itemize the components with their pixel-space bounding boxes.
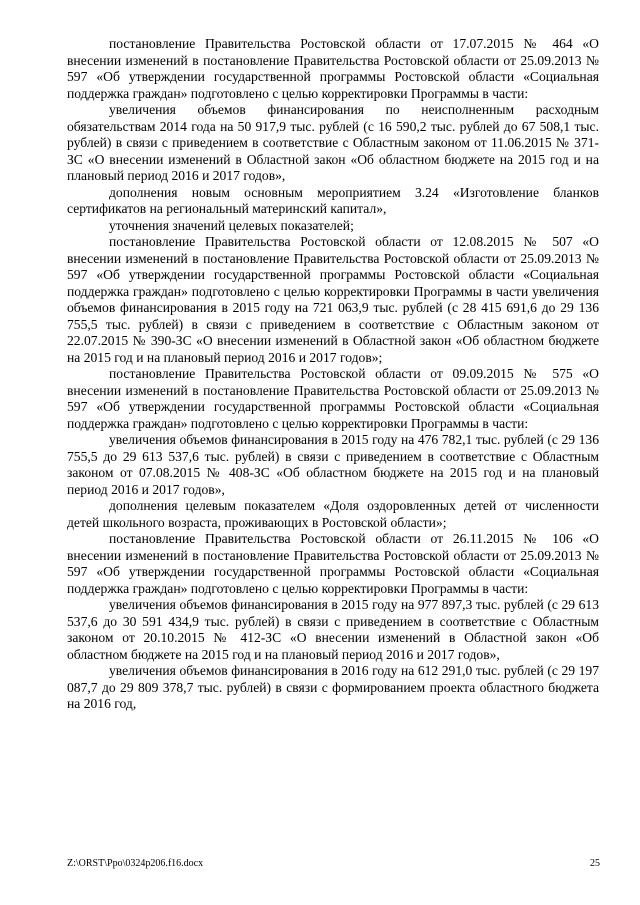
paragraph-financing-2015-476782: увеличения объемов финансирования в 2015 году на 476 782,1 тыс. рублей (с 29 136 755,5 до 29 613 537,6 тыс. рублей) в связи с приведением в соответствие с Областным законом от 07.08.2015 № 408-ЗС «Об областном бюджете на 2015 год и на плановый период 2016 и 2017 годов», [67,432,599,497]
paragraph-financing-2014: увеличения объемов финансирования по неисполненным расходным обязательствам 2014 года на 50 917,9 тыс. рублей (с 16 590,2 тыс. рублей до 67 508,1 тыс. рублей) в связи с приведением в соответствие с Областным законом от 11.06.2015 № 371-ЗС «О внесении изменений в Областной закон «Об областном бюджете на 2015 год и на плановый период 2016 и 2017 годов», [67,102,599,183]
paragraph-target-indicators: уточнения значений целевых показателей; [109,217,354,233]
document-body [67,36,599,713]
page-number: 25 [590,858,600,869]
paragraph-financing-2016: увеличения объемов финансирования в 2016 году на 612 291,0 тыс. рублей (с 29 197 087,7 до 29 809 378,7 тыс. рублей) в связи с формированием проекта областного бюджета на 2016 год, [67,663,599,711]
footer-file-path: Z:\ORST\Ppo\0324p206.f16.docx [67,858,204,869]
paragraph-children-indicator: дополнения целевым показателем «Доля оздоровленных детей от численности детей школьного возраста, проживающих в Ростовской области»; [67,498,599,530]
paragraph-resolution-575: постановление Правительства Ростовской области от 09.09.2015 № 575 «О внесении изменений в постановление Правительства Ростовской области от 25.09.2013 № 597 «Об утверждении государственной программы Ростовской области «Социальная поддержка граждан» подготовлено с целью корректировки Программы в части: [67,366,599,431]
paragraph-new-measure-3-24: дополнения новым основным мероприятием 3.24 «Изготовление бланков сертификатов на региональный материнский капитал», [67,184,599,216]
paragraph-financing-2015-977897: увеличения объемов финансирования в 2015 году на 977 897,3 тыс. рублей (с 29 613 537,6 до 30 591 434,9 тыс. рублей) в связи с приведением в соответствие с Областным законом от 20.10.2015 № 412-ЗС «О внесении изменений в Областной закон «Об областном бюджете на 2015 год и на плановый период 2016 и 2017 годов», [67,597,599,662]
paragraph-resolution-106: постановление Правительства Ростовской области от 26.11.2015 № 106 «О внесении изменений в постановление Правительства Ростовской области от 25.09.2013 № 597 «Об утверждении государственной программы Ростовской области «Социальная поддержка граждан» подготовлено с целью корректировки Программы в части: [67,531,599,596]
paragraph-resolution-507: постановление Правительства Ростовской области от 12.08.2015 № 507 «О внесении изменений в постановление Правительства Ростовской области от 25.09.2013 № 597 «Об утверждении государственной программы Ростовской области «Социальная поддержка граждан» подготовлено с целью корректировки Программы в части увеличения объемов финансирования в 2015 году на 721 063,9 тыс. рублей (с 28 415 691,6 до 29 136 755,5 тыс. рублей) в связи с приведением в соответствие с Областным законом от 22.07.2015 № 390-ЗС «О внесении изменений в Областной закон «Об областном бюджете на 2015 год и на плановый период 2016 и 2017 годов»; [67,234,599,365]
paragraph-resolution-464: постановление Правительства Ростовской области от 17.07.2015 № 464 «О внесении изменений в постановление Правительства Ростовской области от 25.09.2013 № 597 «Об утверждении государственной программы Ростовской области «Социальная поддержка граждан» подготовлено с целью корректировки Программы в части: [67,36,599,101]
